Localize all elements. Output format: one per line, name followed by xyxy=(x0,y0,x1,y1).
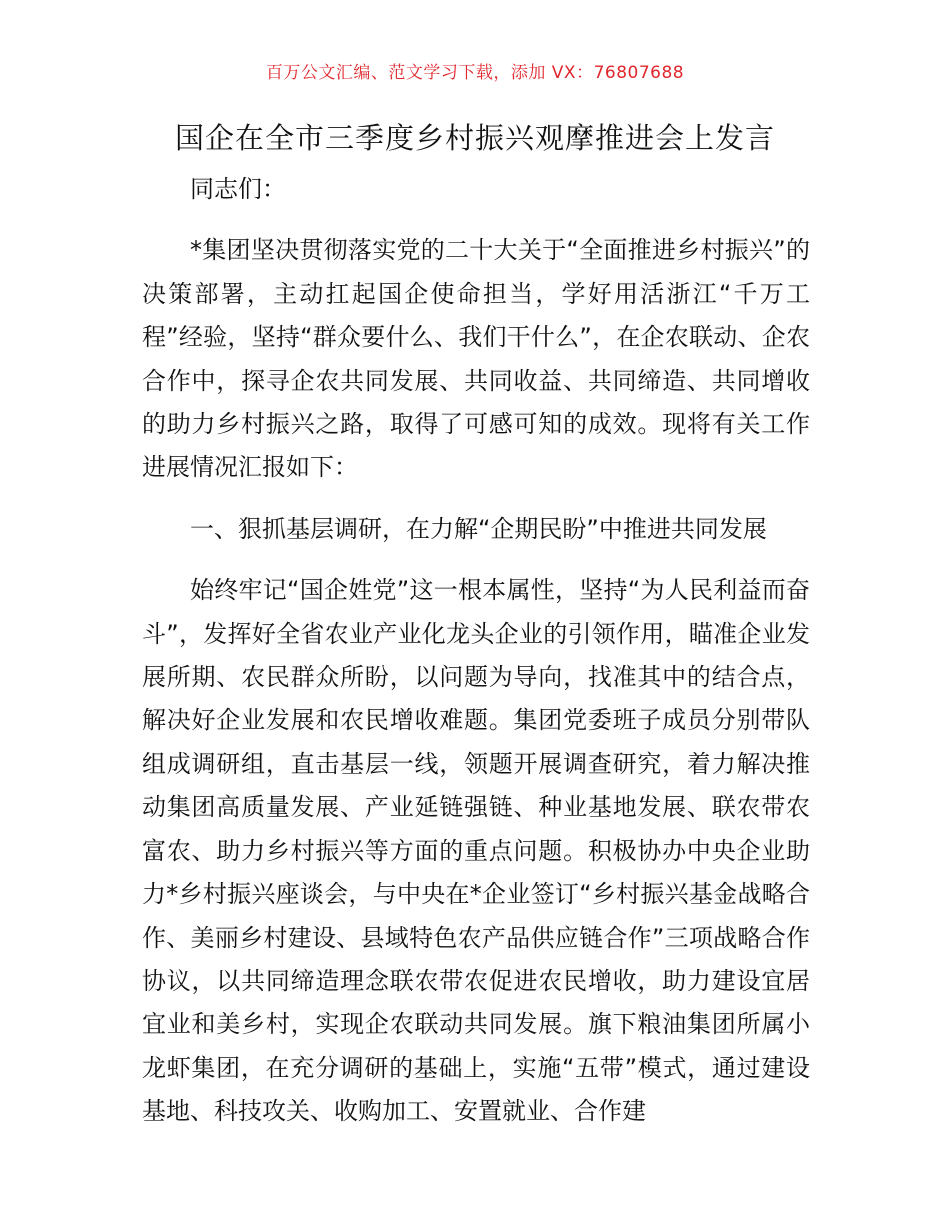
page-title: 国企在全市三季度乡村振兴观摩推进会上发言 xyxy=(174,121,775,155)
salutation: 同志们： xyxy=(190,175,286,203)
section-heading-1: 一、狠抓基层调研，在力解“企期民盼”中推进共同发展 xyxy=(190,514,767,543)
section-paragraph-1: 始终牢记“国企姓党”这一根本属性，坚持“为人民利益而奋斗”，发挥好全省农业产业化龙头企业的引领作用，瞄准企业发展所期、农民群众所盼，以问题为导向，找准其中的结合点，解决好企业发展和农民增收难题。集团党委班子成员分别带队组成调研组，直击基层一线，领题开展调查研究，着力解决推动集团高质量发展、产业延链强链、种业基地发展、联农带农富农、助力乡村振兴等方面的重点问题。积极协办中央企业助力*乡村振兴座谈会，与中央在*企业签订“乡村振兴基金战略合作、美丽乡村建设、县域特色农产品供应链合作”三项战略合作协议，以共同缔造理念联农带农促进农民增收，助力建设宜居宜业和美乡村，实现企农联动共同发展。旗下粮油集团所属小龙虾集团，在充分调研的基础上，实施“五带”模式，通过建设基地、科技攻关、收购加工、安置就业、合作建 xyxy=(142,576,810,1126)
watermark-header-note: 百万公文汇编、范文学习下载，添加 VX：76807688 xyxy=(265,63,685,83)
intro-paragraph: *集团坚决贯彻落实党的二十大关于“全面推进乡村振兴”的决策部署，主动扛起国企使命担当，学好用活浙江“千万工程”经验，坚持“群众要什么、我们干什么”，在企农联动、企农合作中，探寻企农共同发展、共同收益、共同缔造、共同增收的助力乡村振兴之路，取得了可感可知的成效。现将有关工作进展情况汇报如下： xyxy=(142,236,810,482)
document-body xyxy=(142,168,810,1134)
